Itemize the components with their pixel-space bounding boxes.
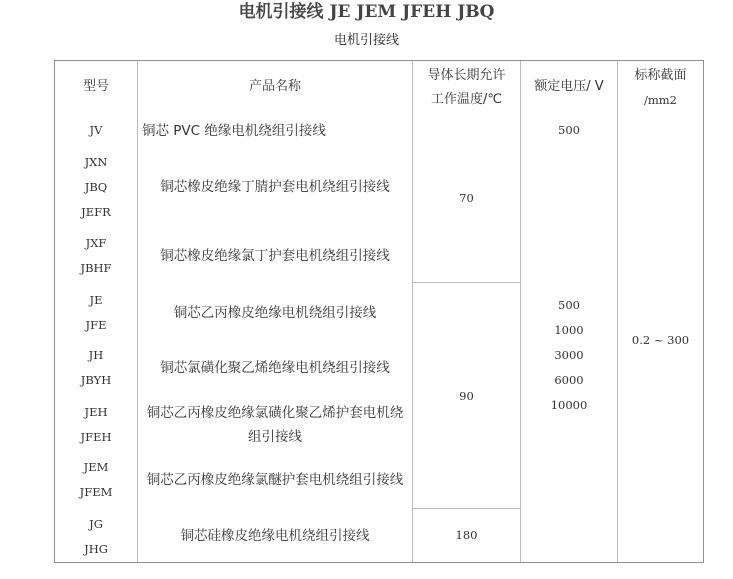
model-code: JV	[89, 123, 103, 137]
product-name: 铜芯硅橡皮绝缘电机绕组引接线	[180, 527, 370, 544]
product-name: 铜芯乙丙橡皮绝缘电机绕组引接线	[173, 304, 377, 321]
product-name-cell	[138, 243, 412, 268]
page-subtitle: 电机引接线	[333, 33, 399, 48]
page-title: 电机引接线 JE JEM JFEH JBQ	[238, 2, 495, 22]
product-name: 铜芯 PVC 绝缘电机绕组引接线	[142, 122, 326, 139]
cross-section-cell	[618, 328, 703, 353]
model-code: JFEM	[79, 485, 113, 499]
temperature-group-divider	[412, 282, 521, 283]
model-code: JH	[88, 348, 104, 362]
product-name: 铜芯氯磺化聚乙烯绝缘电机绕组引接线	[160, 359, 390, 376]
voltage-value: 3000	[554, 348, 584, 362]
model-cell	[55, 150, 137, 225]
table-border-bottom	[54, 562, 704, 563]
model-code: JXF	[85, 236, 107, 250]
temperature-cell	[413, 384, 520, 409]
voltage-value: 10000	[550, 398, 588, 412]
product-name: 铜芯乙丙橡皮绝缘氯磺化聚乙烯护套电机绕组引接线	[146, 405, 404, 445]
header-cross-section: 标称截面 /mm2	[634, 68, 687, 107]
model-code: JE	[89, 293, 103, 307]
product-name-cell	[138, 355, 412, 380]
cross-section-value: 0.2 ~ 300	[631, 333, 690, 347]
model-code: JBQ	[84, 180, 108, 194]
voltage-value: 500	[558, 123, 580, 137]
model-code: JXN	[84, 155, 108, 169]
table-border-top	[54, 60, 704, 61]
product-name: 铜芯橡皮绝缘丁腈护套电机绕组引接线	[160, 178, 390, 195]
model-code: JHG	[84, 542, 108, 556]
model-code: JBHF	[80, 261, 112, 275]
header-product-name: 产品名称	[248, 79, 301, 94]
model-code: JEM	[83, 460, 109, 474]
product-name-cell	[138, 174, 412, 199]
column-divider	[412, 60, 413, 563]
voltage-cell	[521, 118, 617, 143]
product-name-cell	[138, 523, 412, 548]
column-divider	[617, 60, 618, 563]
header-temperature: 导体长期允许 工作温度/℃	[427, 68, 506, 107]
product-name: 铜芯乙丙橡皮绝缘氯醚护套电机绕组引接线	[146, 472, 404, 488]
model-cell	[55, 288, 137, 338]
model-code: JFEH	[80, 430, 112, 444]
model-cell	[55, 400, 137, 450]
product-name-cell	[145, 455, 405, 505]
temperature-cell	[413, 186, 520, 211]
header-model: 型号	[82, 79, 109, 94]
product-name-cell	[138, 118, 328, 143]
table-border-right	[703, 60, 704, 563]
model-code: JBYH	[80, 373, 112, 387]
model-cell	[55, 118, 137, 143]
product-name-cell	[138, 300, 412, 325]
product-name: 铜芯橡皮绝缘氯丁护套电机绕组引接线	[160, 247, 390, 264]
temperature-value: 70	[459, 191, 474, 205]
model-cell	[55, 512, 137, 562]
temperature-value: 180	[455, 528, 478, 542]
temperature-cell	[413, 523, 520, 548]
temperature-group-divider	[412, 508, 521, 509]
model-code: JFE	[85, 318, 107, 332]
model-code: JEH	[84, 405, 108, 419]
voltage-cell	[521, 293, 617, 418]
model-cell	[55, 343, 137, 393]
model-code: JG	[89, 517, 103, 531]
header-voltage: 额定电压/ V	[534, 79, 604, 94]
voltage-value: 6000	[554, 373, 584, 387]
temperature-value: 90	[459, 389, 474, 403]
model-cell	[55, 231, 137, 281]
voltage-value: 500	[558, 298, 580, 312]
product-name-cell	[145, 400, 405, 450]
model-cell	[55, 455, 137, 505]
model-code: JEFR	[81, 205, 111, 219]
voltage-value: 1000	[554, 323, 584, 337]
